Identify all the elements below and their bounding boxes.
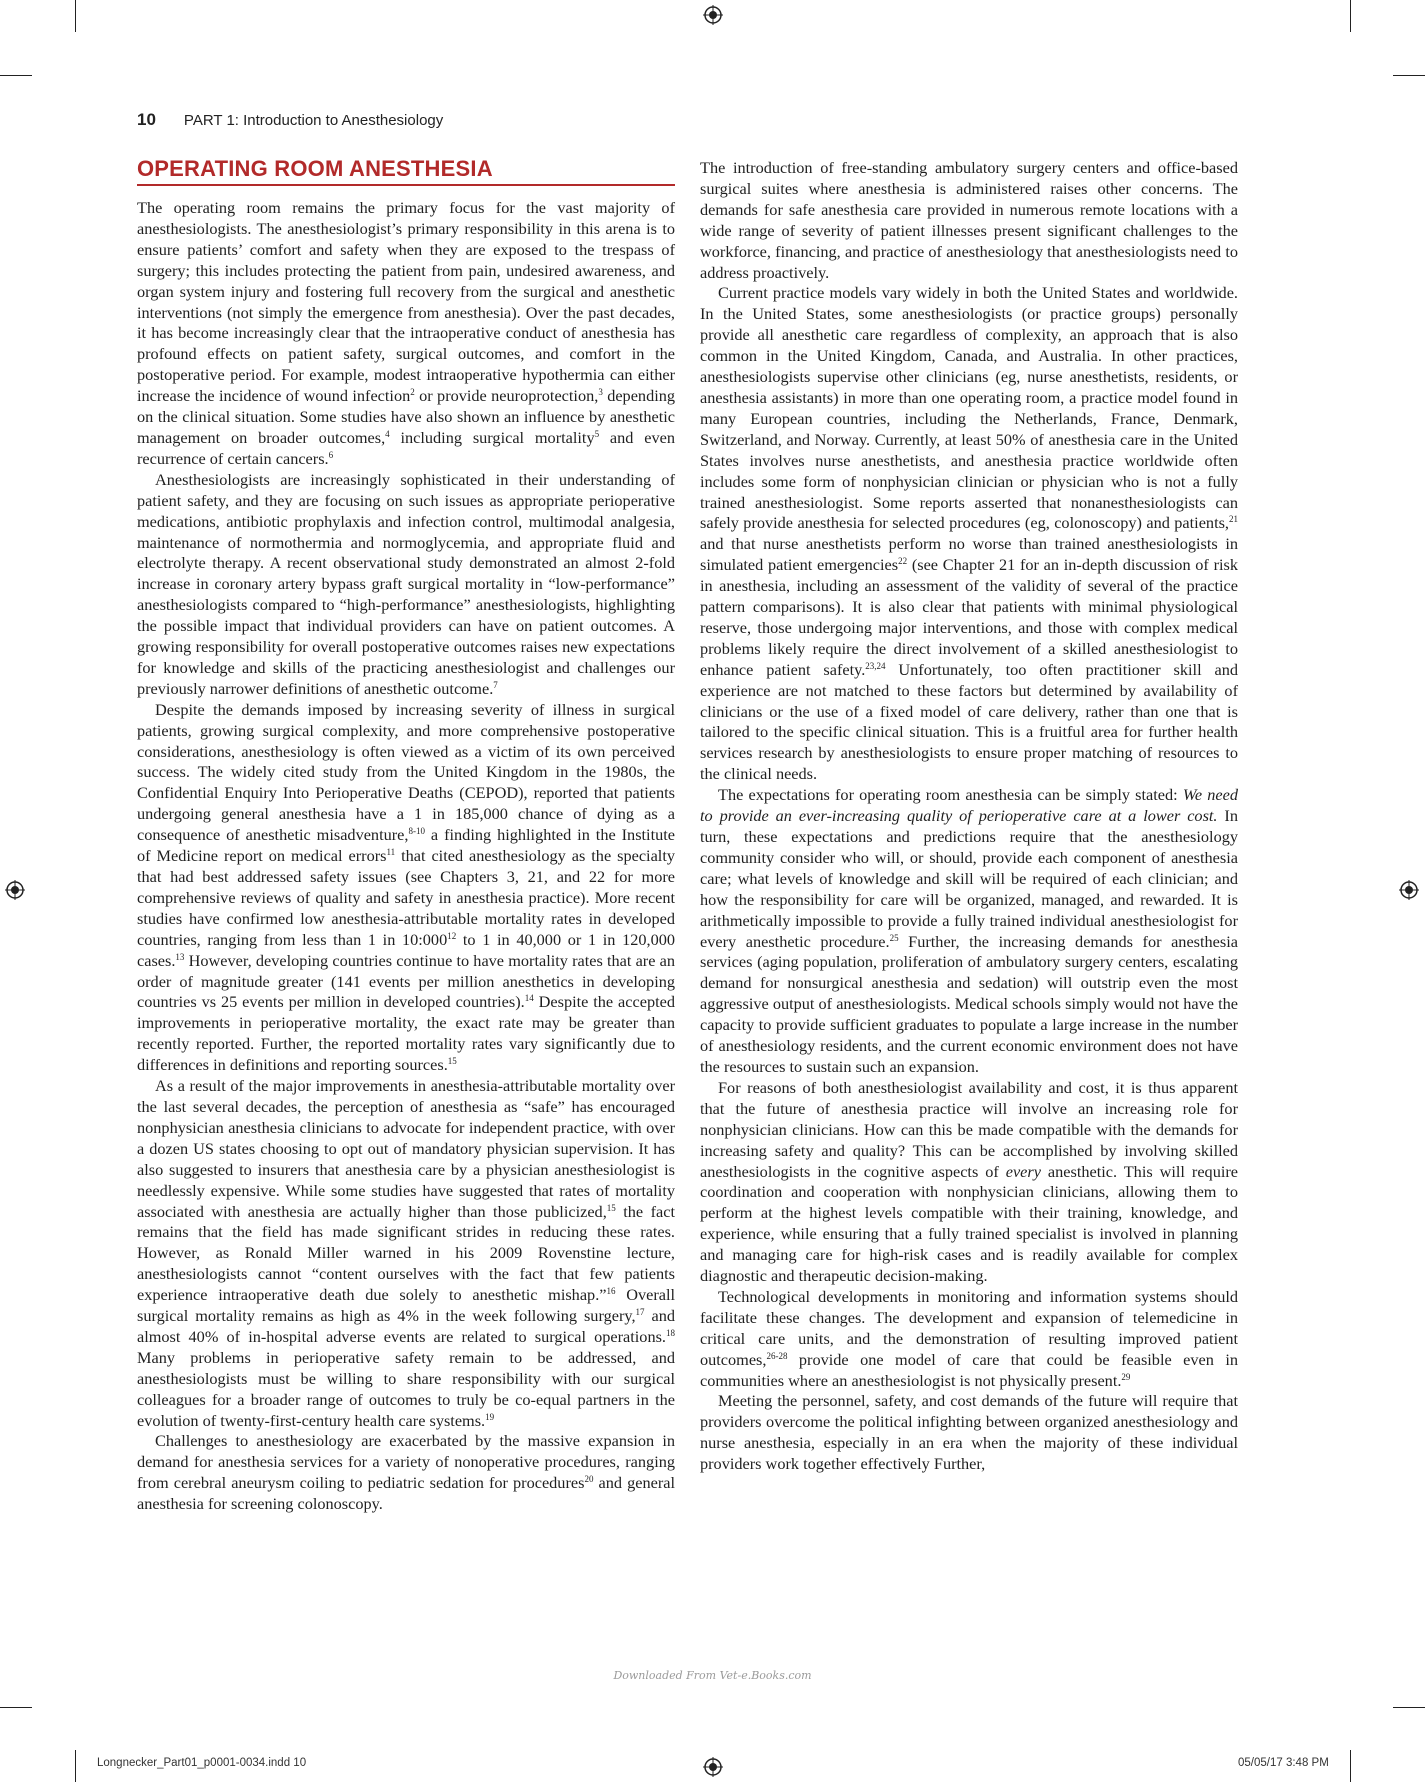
paragraph: Despite the demands imposed by increasing severity of illness in surgical patients, growing surgical complexity, and more comprehensive postoperative considerations, anesthesiology is often viewed as a victim of its own perceived success. The widely cited study from the United Kingdom in the 1980s, the Confidential Enquiry Into Perioperative Deaths (CEPOD), reported that patients undergoing general anesthesia have a 1 in 185,000 chance of dying as a consequence of anesthetic misadventure,$^{8-10}$ a finding highlighted in the Institute of Medicine report on medical errors$^{11}$ that cited anesthesiology as the specialty that had best addressed safety issues (see Chapters 3, 21, and 22 for more comprehensive reviews of quality and safety in anesthesia practice). More recent studies have confirmed low anesthesia-attributable mortality rates in developed countries, ranging from less than 1 in $10:000^{12}$ to 1 in 40,000 or 1 in 120,000 cases.$^{13}$ However, developing countries continue to have mortality rates that are an order of magnitude greater (141 events per million anesthetics in developing countries vs 25 events per million in developed countries).$^{14}$ Despite the accepted improvements in perioperative mortality, the exact rate may be greater than recently reported. Further, the reported mortality rates vary significantly due to differences in definitions and reporting sources.$^{15}$ bbox=[137, 699, 675, 1075]
paragraph: Technological developments in monitoring and information systems should facilitate these changes. The development and expansion of telemedicine in critical care units, and the demonstration of resulting improved patient outcomes,$^{26-28}$ provide one model of care that could be feasible even in communities where an anesthesiologist is not physically present.$^{29}$ bbox=[700, 1286, 1238, 1390]
slug-filename: Longnecker_Part01_p0001-0034.indd 10 bbox=[97, 1757, 307, 1769]
crop-mark bbox=[1393, 1707, 1425, 1708]
watermark: Downloaded From Vet-e.Books.com bbox=[613, 1669, 812, 1682]
crop-mark bbox=[75, 1750, 76, 1782]
crop-mark bbox=[0, 1707, 32, 1708]
page-number: 10 bbox=[137, 110, 156, 129]
paragraph: For reasons of both anesthesiologist availability and cost, it is thus apparent that the future of anesthesia practice will involve an increasing role for nonphysician clinicians. How can this be made compatible with the demands for increasing safety and quality? This can be accomplished by involving skilled anesthesiologists in the cognitive aspects of every anesthetic. This will require coordination and cooperation with nonphysician clinicians, allowing them to perform at the highest levels compatible with their training, knowledge, and experience, while ensuring that a fully trained specialist is involved in planning and managing care for high-risk cases and is readily available for complex diagnostic and therapeutic decision-making. bbox=[700, 1077, 1239, 1286]
section-title: OPERATING ROOM ANESTHESIA bbox=[137, 156, 675, 186]
crop-mark bbox=[0, 75, 32, 76]
right-column bbox=[700, 158, 1238, 1475]
paragraph: The operating room remains the primary focus for the vast majority of anesthesiologists. The anesthesiologist’s primary responsibility in this arena is to ensure patients’ comfort and safety when they are exposed to the trespass of surgery; this includes protecting the patient from pain, undesired awareness, and organ system injury and fostering full recovery from the surgical and anesthetic interventions (not simply the emergence from anesthesia). Over the past decades, it has become increasingly clear that the intraoperative conduct of anesthesia has profound effects on patient safety, surgical outcomes, and comfort in the postoperative period. For example, modest intraoperative hypothermia can either increase the incidence of wound infection$^2$ or provide neuroprotection,$^3$ depending on the clinical situation. Some studies have also shown an influence by anesthetic management on broader outcomes,$^4$ including surgical mortality$^5$ and even recurrence of certain cancers.$^6$ bbox=[137, 198, 676, 468]
crop-mark bbox=[75, 0, 76, 32]
paragraph: The introduction of free-standing ambulatory surgery centers and office-based surgical suites where anesthesia is administered raises other concerns. The demands for safe anesthesia care provided in numerous remote locations with a wide range of severity of patient illnesses present significant challenges to the workforce, financing, and practice of anesthesiology that anesthesiologists need to address proactively. bbox=[700, 158, 1238, 282]
registration-mark-icon bbox=[703, 5, 723, 25]
running-head bbox=[137, 110, 443, 130]
part-title: PART 1: Introduction to Anesthesiology bbox=[183, 112, 444, 129]
crop-mark bbox=[1350, 1750, 1351, 1782]
paragraph: Current practice models vary widely in both the United States and worldwide. In the United States, some anesthesiologists (or practice groups) personally provide all anesthetic care regardless of complexity, an approach that is also common in the United Kingdom, Canada, and Australia. In other practices, anesthesiologists supervise other clinicians (eg, nurse anesthetists, residents, or anesthesia assistants) in more than one operating room, a practice model found in many European countries, including the Netherlands, France, Denmark, Switzerland, and Norway. Currently, at least 50% of anesthesia care in the United States involves nurse anesthetists, and anesthesia practice worldwide often includes some form of nonphysician clinician or physician who is not a fully trained anesthesiologist. Some reports asserted that nonanesthesiologists can safely provide anesthesia for selected procedures (eg, colonoscopy) and patients,$^{21}$ and that nurse anesthetists perform no worse than trained anesthesiologists in simulated patient emergencies$^{22}$ (see Chapter 21 for an in-depth discussion of risk in anesthesia, including an assessment of the validity of several of the practice pattern comparisons). It is also clear that patients with minimal physiological reserve, those undergoing major interventions, and those with complex medical problems likely require the direct involvement of a skilled anesthesiologist to enhance patient safety.$^{23,24}$ Unfortunately, too often practitioner skill and experience are not matched to these factors but determined by availability of clinicians or the use of a fixed model of care delivery, rather than one that is tailored to the specific clinical situation. This is a fruitful area for further health services research by anesthesiologists to ensure proper matching of resources to the clinical needs. bbox=[700, 283, 1238, 784]
left-column bbox=[137, 156, 675, 1515]
paragraph: The expectations for operating room anesthesia can be simply stated: We need to provide an ever-increasing quality of perioperative care at a lower cost. In turn, these expectations and predictions require that the anesthesiology community consider who will, or should, provide each component of anesthesia care; what levels of knowledge and skill will be required of each clinician; and how the responsibility for care will be organized, managed, and rewarded. It is arithmetically impossible to provide a fully trained individual anesthesiologist for every anesthetic procedure.$^{25}$ Further, the increasing demands for anesthesia services (aging population, proliferation of ambulatory surgery centers, escalating demand for nonsurgical anesthesia and sedation) will outstrip even the most aggressive output of anesthesiologists. Medical schools simply would not have the capacity to provide sufficient graduates to populate a large increase in the number of anesthesiology residents, and the current economic environment does not have the resources to sustain such an expansion. bbox=[700, 785, 1238, 1076]
crop-mark bbox=[1393, 75, 1425, 76]
paragraph: Challenges to anesthesiology are exacerbated by the massive expansion in demand for anesthesia services for a variety of nonoperative procedures, ranging from cerebral aneurysm coiling to pediatric sedation for procedures$^{20}$ and general anesthesia for screening colonoscopy. bbox=[137, 1431, 675, 1514]
paragraph: Anesthesiologists are increasingly sophisticated in their understanding of patient safety, and they are focusing on such issues as appropriate perioperative medications, antibiotic prophylaxis and infection control, multimodal analgesia, maintenance of normothermia and normoglycemia, and appropriate fluid and electrolyte therapy. A recent observational study demonstrated an almost 2-fold increase in coronary artery bypass graft surgical mortality in “low-performance” anesthesiologists compared to “high-performance” anesthesiologists, highlighting the possible impact that individual providers can have on patient outcomes. A growing responsibility for overall postoperative outcomes raises new expectations for knowledge and skills of the practicing anesthesiologist and challenges our previously narrower definitions of anesthetic outcome.$^7$ bbox=[137, 469, 675, 698]
registration-mark-icon bbox=[1399, 880, 1419, 900]
paragraph: Meeting the personnel, safety, and cost demands of the future will require that providers overcome the political infighting between organized anesthesiology and nurse anesthesia, especially in an era when the majority of these individual providers work together effectively Further, bbox=[700, 1391, 1238, 1474]
registration-mark-icon bbox=[703, 1757, 723, 1777]
slug-datetime: 05/05/17 3:48 PM bbox=[1238, 1757, 1329, 1769]
crop-mark bbox=[1350, 0, 1351, 32]
registration-mark-icon bbox=[5, 880, 25, 900]
paragraph: As a result of the major improvements in anesthesia-attributable mortality over the last several decades, the perception of anesthesia as “safe” has encouraged nonphysician anesthesia clinicians to advocate for independent practice, with over a dozen US states choosing to opt out of mandatory physician supervision. It has also suggested to insurers that anesthesia care by a physician anesthesiologist is needlessly expensive. While some studies have suggested that rates of mortality associated with anesthesia are actually higher than those publicized,$^{15}$ the fact remains that the field has made significant strides in reducing these rates. However, as Ronald Miller warned in his 2009 Rovenstine lecture, anesthesiologists cannot “content ourselves with the fact that few patients experience intraoperative death due solely to anesthetic mishap.”$^{16}$ Overall surgical mortality remains as high as 4% in the week following surgery,$^{17}$ and almost 40% of in-hospital adverse events are related to surgical operations.$^{18}$ Many problems in perioperative safety remain to be addressed, and anesthesiologists must be willing to share responsibility with our surgical colleagues for a broader range of outcomes to truly be co-equal partners in the evolution of twenty-first-century health care systems.$^{19}$ bbox=[137, 1076, 676, 1430]
